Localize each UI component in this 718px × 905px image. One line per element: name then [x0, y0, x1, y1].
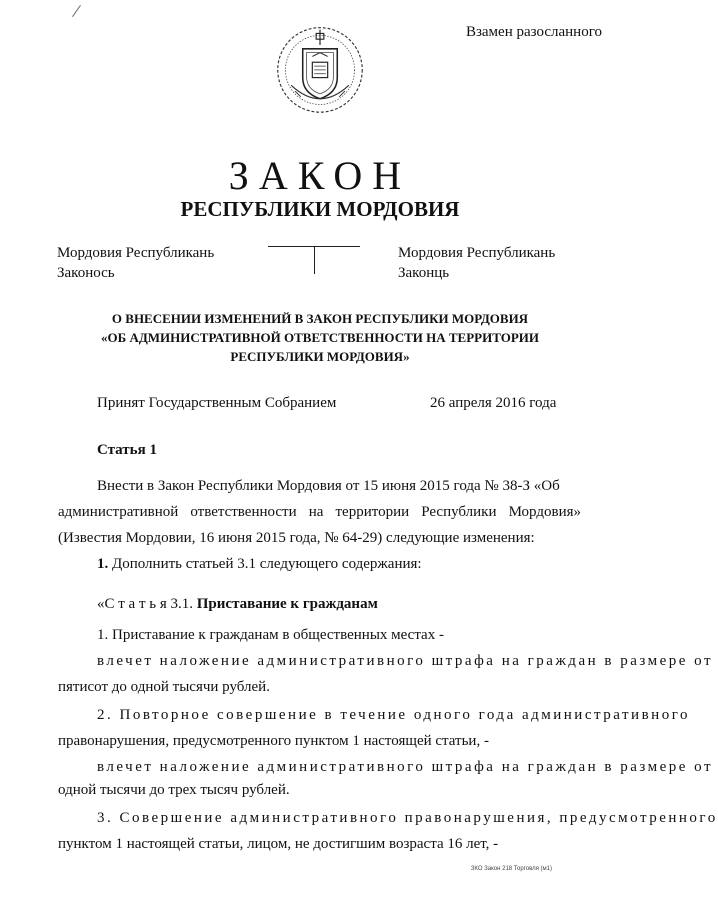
p3-line-2: пунктом 1 настоящей статьи, лицом, не достигшим возраста 16 лет, - — [58, 836, 499, 852]
coat-of-arms-icon — [272, 20, 368, 116]
center-divider-vertical — [314, 246, 315, 274]
law-heading — [0, 309, 640, 366]
p2-line-2: правонарушения, предусмотренного пунктом 1 настоящей статьи, - — [58, 733, 489, 749]
p3-line-1: 3. Совершение административного правонарушения, предусмотренного — [97, 810, 718, 826]
side-title-right — [398, 243, 555, 283]
p2-line-3: влечет наложение административного штрафа на граждан в размере от — [97, 759, 713, 775]
item-1-number: 1. — [97, 556, 109, 572]
p2-line-1: 2. Повторное совершение в течение одного года административного — [97, 707, 690, 723]
p1-line-3: пятисот до одной тысячи рублей. — [58, 679, 270, 695]
intro-line-2: административной ответственности на территории Республики Мордовия» — [58, 504, 581, 520]
article-title: Статья 1 — [97, 442, 157, 458]
new-article-heading — [97, 596, 378, 613]
side-title-left-line2: Законось — [57, 265, 115, 281]
intro-line-1: Внести в Закон Республики Мордовия от 15 июня 2015 года № 38-З «Об — [97, 478, 560, 494]
stray-mark — [72, 5, 81, 17]
replacement-note: Взамен разосланного — [465, 24, 602, 40]
p1-line-2: влечет наложение административного штрафа на граждан в размере от — [97, 653, 713, 669]
intro-line-3: (Известия Мордовии, 16 июня 2015 года, № 64-29) следующие изменения: — [58, 530, 535, 546]
adoption-date: 26 апреля 2016 года — [430, 395, 557, 411]
item-1-text: Дополнить статьей 3.1 следующего содержания: — [112, 556, 422, 572]
adoption-text: Принят Государственным Собранием — [97, 395, 337, 411]
p2-line-4: одной тысячи до трех тысяч рублей. — [58, 782, 290, 798]
law-heading-line3: РЕСПУБЛИКИ МОРДОВИЯ» — [230, 349, 410, 364]
law-heading-line1: О ВНЕСЕНИИ ИЗМЕНЕНИЙ В ЗАКОН РЕСПУБЛИКИ МОРДОВИЯ — [111, 311, 529, 326]
law-heading-line2: «ОБ АДМИНИСТРАТИВНОЙ ОТВЕТСТВЕННОСТИ НА ТЕРРИТОРИИ — [101, 330, 539, 345]
footer-code: ЗКО Закон 218 Торговля (м1) — [470, 866, 552, 872]
side-title-right-line2: Законць — [398, 265, 450, 281]
side-title-right-line1: Мордовия Республикань — [398, 245, 556, 261]
p1-line-1: 1. Приставание к гражданам в общественных местах - — [97, 627, 444, 643]
side-title-left — [57, 243, 214, 283]
document-subtitle: РЕСПУБЛИКИ МОРДОВИЯ — [180, 197, 460, 221]
new-article-label: «С т а т ь я 3.1. — [97, 596, 194, 612]
side-title-left-line1: Мордовия Республикань — [57, 245, 215, 261]
item-1 — [97, 556, 422, 573]
document-title: ЗАКОН — [228, 153, 412, 198]
new-article-title: Приставание к гражданам — [196, 596, 378, 612]
